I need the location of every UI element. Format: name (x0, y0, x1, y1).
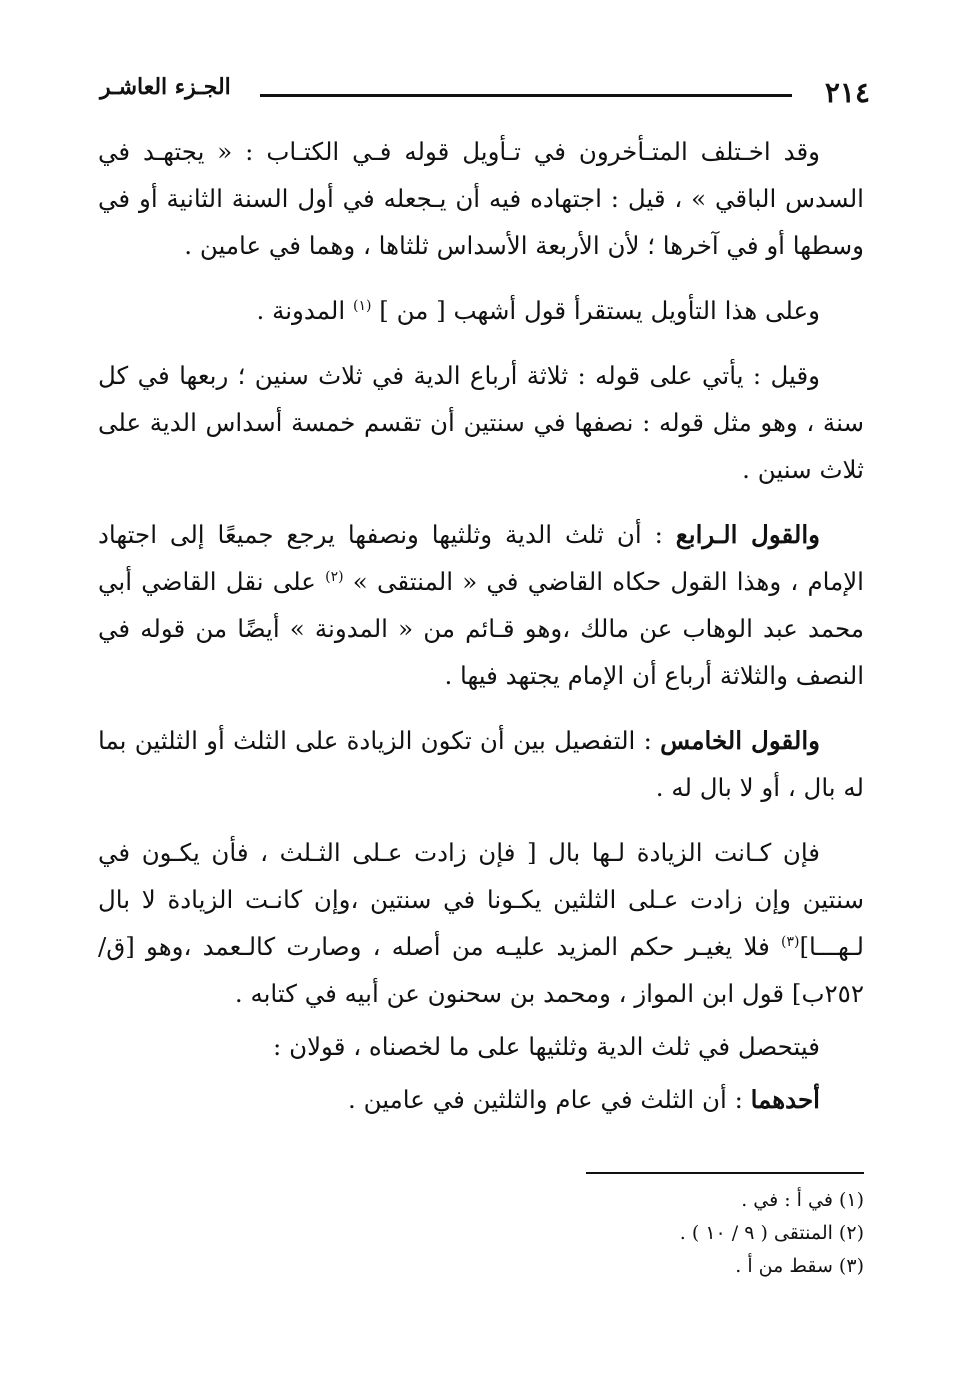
main-text (98, 128, 864, 1123)
page-number: ٢١٤ (824, 76, 870, 109)
paragraph-4-text-after: على نقل القاضي أبي محمد عبد الوهاب عن مالك ،وهو قـائم من « المدونة » أيضًا من قوله في النصف والثلاثة أرباع أن الإمام يجتهد فيها . (98, 567, 864, 690)
first-of-two-heading: أحدهما (750, 1085, 820, 1114)
paragraph-8-text: : أن الثلث في عام والثلثين في عامين . (348, 1085, 751, 1114)
paragraph-4-text-before: : أن ثلث الدية وثلثيها ونصفها يرجع جميعًا إلى اجتهاد الإمام ، وهذا القول حكاه القاضي في « المنتقى » (98, 520, 864, 596)
fourth-opinion-heading: والقول الـرابع (675, 520, 820, 549)
paragraph-7-text: فيتحصل في ثلث الدية وثلثيها على ما لخصناه ، قولان : (273, 1032, 820, 1061)
paragraph-5-text: : التفصيل بين أن تكون الزيادة على الثلث أو الثلثين بما له بال ، أو لا بال له . (98, 726, 864, 802)
running-title: الجـزء العاشـر (100, 74, 231, 100)
header-rule (260, 94, 792, 97)
paragraph-8 (98, 1076, 864, 1123)
paragraph-6-text-after: فلا يغيـر حكم المزيد عليـه من أصله ، وصارت كالـعمد ،وهو [ق/ ٢٥٢ب] قول ابن المواز ، ومحمد بن سحنون عن أبيه في كتابه . (98, 932, 864, 1008)
paragraph-2-text-before: وعلى هذا التأويل يستقرأ قول أشهب [ من ] (379, 296, 820, 325)
paragraph-3 (98, 352, 864, 493)
fifth-opinion-heading: والقول الخامس (660, 726, 820, 755)
paragraph-2-text-after: المدونة . (256, 296, 353, 325)
paragraph-6 (98, 829, 864, 1017)
paragraph-3-text: وقيل : يأتي على قوله : ثلاثة أرباع الدية في ثلاث سنين ؛ ربعها في كل سنة ، وهو مثل قوله : نصفها في سنتين أن تقسم خمسة أسداس الدية على ثلاث سنين . (98, 361, 864, 484)
footnote-ref-2: (٢) (325, 568, 344, 585)
paragraph-7 (98, 1023, 864, 1070)
paragraph-5 (98, 717, 864, 811)
paragraph-1 (98, 128, 864, 269)
page-header (100, 70, 870, 120)
footnote-1: (١) في أ : في . (741, 1189, 864, 1211)
footnote-3: (٣) سقط من أ . (735, 1255, 864, 1277)
paragraph-2 (98, 287, 864, 334)
footnote-ref-1: (١) (352, 297, 372, 314)
footnote-2: (٢) المنتقى ( ٩ / ١٠ ) . (679, 1222, 864, 1244)
paragraph-6-text-before: فإن كـانت الزيادة لـها بال [ فإن زادت عـلى الثـلث ، فأن يكـون في سنتين وإن زادت عـلى الثلثين يكـونا في سنتين ،وإن كانـت الزيادة لا بال لـهـــا] (98, 838, 864, 961)
footnote-ref-3: (٣) (781, 933, 800, 950)
paragraph-4 (98, 511, 864, 699)
footnote-separator (586, 1172, 864, 1174)
paragraph-1-text: وقد اخـتلف المتـأخرون في تـأويل قوله فـي الكتـاب : « يجتهـد في السدس الباقي » ، قيل : اجتهاده فيه أن يـجعله في أول السنة الثانية أو في وسطها أو في آخرها ؛ لأن الأربعة الأسداس ثلثاها ، وهما في عامين . (98, 137, 864, 260)
footnotes (364, 1184, 864, 1283)
